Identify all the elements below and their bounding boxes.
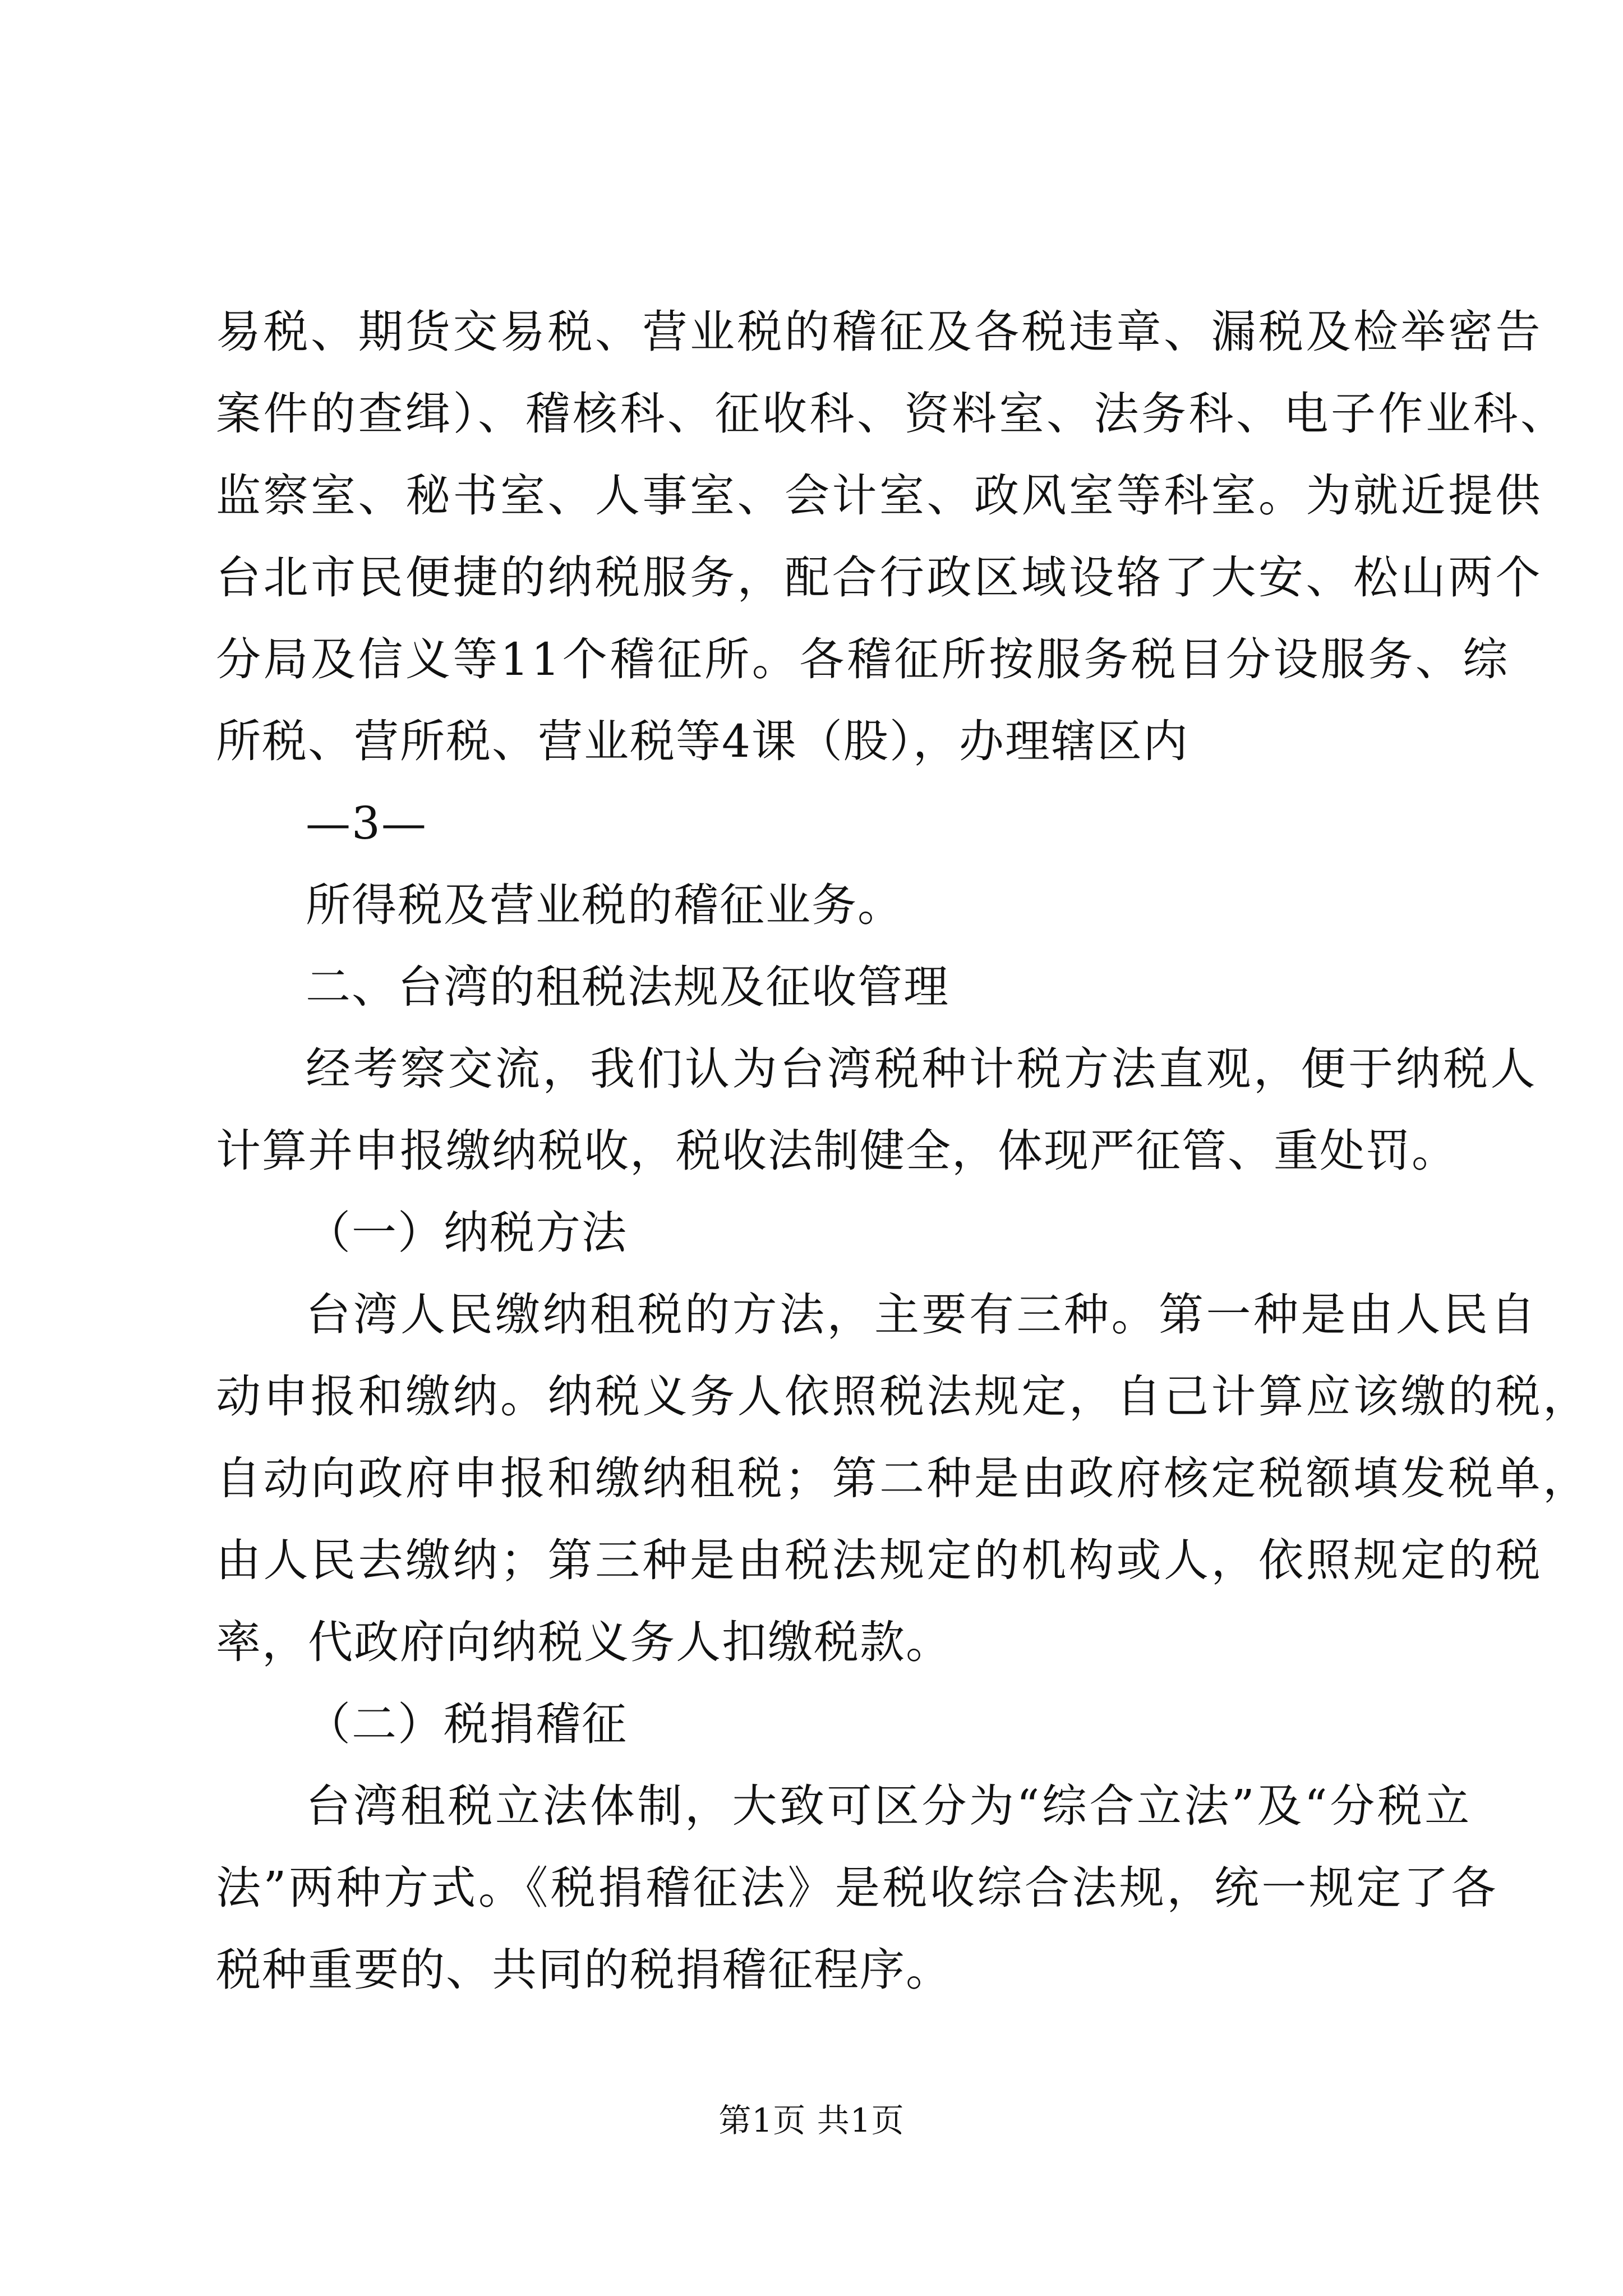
text-line: 台湾人民缴纳租税的方法，主要有三种。第一种是由人民自 xyxy=(306,1289,1538,1341)
text-line: 计算并申报缴纳税收，税收法制健全，体现严征管、重处罚。 xyxy=(216,1125,1458,1177)
page-marker: —3— xyxy=(306,797,427,849)
text-line: 分局及信义等11个稽征所。各稽征所按服务税目分设服务、综 xyxy=(216,633,1510,685)
text-line: 动申报和缴纳。纳税义务人依照税法规定，自己计算应该缴的税， xyxy=(216,1370,1590,1423)
text-line: 所税、营所税、营业税等4课（股），办理辖区内 xyxy=(216,715,1189,767)
page-footer: 第1页 共1页 xyxy=(718,2101,905,2139)
text-line: 率，代政府向纳税义务人扣缴税款。 xyxy=(216,1616,952,1668)
text-line: 由人民去缴纳；第三种是由税法规定的机构或人，依照规定的税 xyxy=(216,1534,1543,1586)
text-line: 台北市民便捷的纳税服务，配合行政区域设辂了大安、松山两个 xyxy=(216,551,1543,604)
text-line: 易税、期货交易税、营业税的稽征及各税违章、漏税及检举密告 xyxy=(216,306,1543,358)
section-heading: 二、台湾的租税法规及征收管理 xyxy=(306,961,949,1013)
text-line: 监察室、秘书室、人事室、会计室、政风室等科室。为就近提供 xyxy=(216,470,1543,522)
text-line: 经考察交流，我们认为台湾税种计税方法直观，便于纳税人 xyxy=(306,1043,1538,1095)
text-line: 台湾租税立法体制，大致可区分为“综合立法”及“分税立 xyxy=(306,1780,1472,1832)
subsection-heading: （二）税捐稽征 xyxy=(306,1698,628,1750)
text-line: 所得税及营业税的稽征业务。 xyxy=(306,879,903,931)
text-line: 法”两种方式。《税捐稽征法》是税收综合法规，统一规定了各 xyxy=(216,1862,1498,1914)
text-line: 案件的查缉）、稽核科、征收科、资料室、法务科、电子作业科、 xyxy=(216,388,1568,440)
text-line: 税种重要的、共同的税捐稽征程序。 xyxy=(216,1944,952,1996)
subsection-heading: （一）纳税方法 xyxy=(306,1207,628,1259)
text-line: 自动向政府申报和缴纳租税；第二种是由政府核定税额填发税单， xyxy=(216,1452,1590,1504)
